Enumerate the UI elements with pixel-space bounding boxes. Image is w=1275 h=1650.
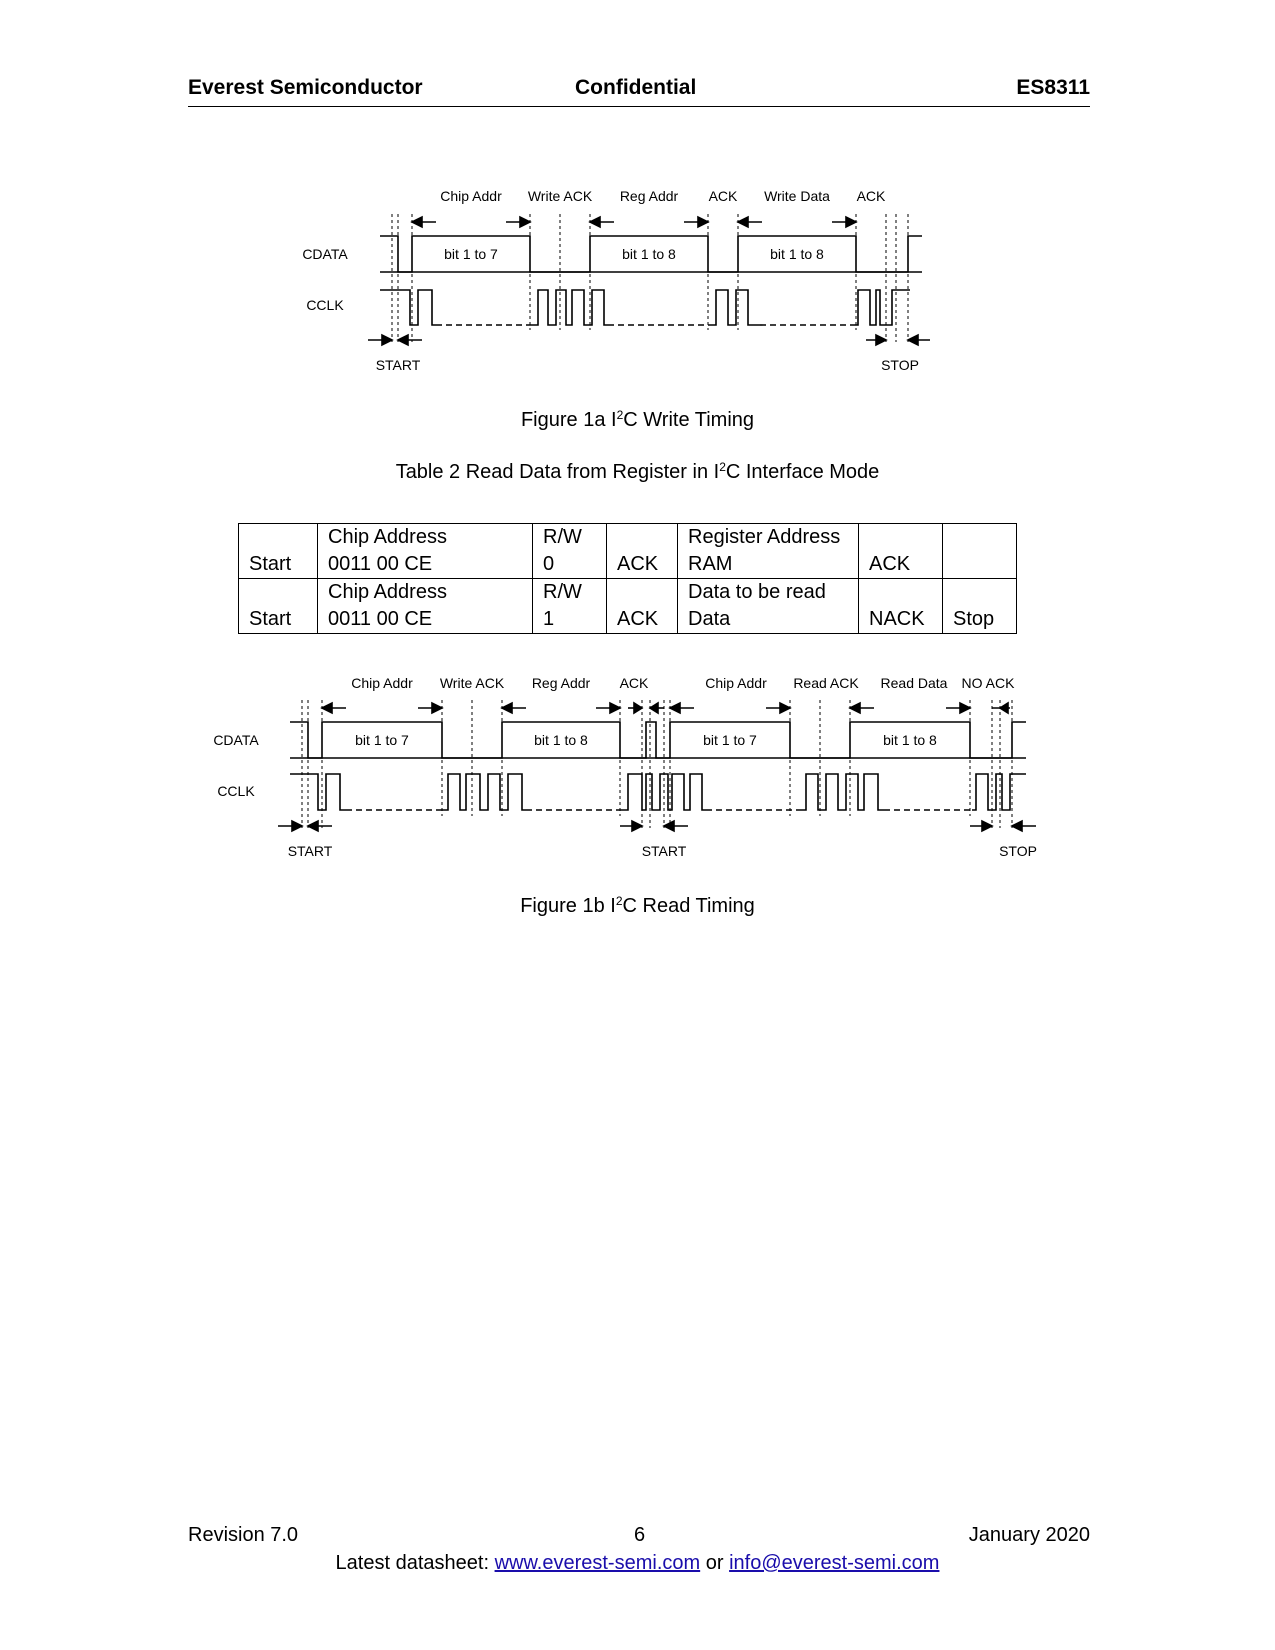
segment-label: Read ACK bbox=[793, 675, 859, 691]
data-box-label: bit 1 to 8 bbox=[770, 246, 824, 262]
segment-label: Write Data bbox=[764, 188, 830, 204]
part-number: ES8311 bbox=[1016, 76, 1090, 99]
segment-label: Chip Addr bbox=[705, 675, 767, 691]
restart-label: START bbox=[641, 843, 687, 859]
cclk-label: CCLK bbox=[217, 783, 255, 799]
stop-label: STOP bbox=[999, 843, 1037, 859]
segment-label: Write ACK bbox=[439, 675, 505, 691]
page-number: 6 bbox=[634, 1524, 646, 1546]
confidential-label: Confidential bbox=[575, 76, 697, 99]
figure-1b-caption: Figure 1b $I^2C$ Read Timing bbox=[520, 894, 755, 917]
segment-label: ACK bbox=[619, 675, 649, 691]
read-register-table bbox=[238, 523, 1017, 634]
table-row: Start 0011 00 CE 0 ACK RAM ACK bbox=[239, 551, 1017, 579]
data-box-label: bit 1 to 7 bbox=[444, 246, 498, 262]
segment-label: Reg Addr bbox=[531, 675, 591, 691]
email-link[interactable]: info@everest-semi.com bbox=[729, 1552, 940, 1574]
cclk-waveform bbox=[380, 290, 436, 325]
cclk-waveform bbox=[290, 774, 346, 810]
table-row: Chip Address R/W Register Address bbox=[239, 524, 1017, 552]
start-label: START bbox=[287, 843, 333, 859]
revision: Revision 7.0 bbox=[188, 1524, 299, 1546]
date: January 2020 bbox=[968, 1524, 1090, 1546]
table-2-caption: Table 2 Read Data from Register in $I^2C$ Interface Mode bbox=[395, 460, 880, 483]
cdata-label: CDATA bbox=[302, 246, 348, 262]
start-label: START bbox=[375, 357, 421, 373]
segment-label: ACK bbox=[708, 188, 738, 204]
table-row: Start 0011 00 CE 1 ACK Data NACK Stop bbox=[239, 606, 1017, 634]
segment-label: Read Data bbox=[880, 675, 948, 691]
cdata-label: CDATA bbox=[213, 732, 259, 748]
segment-label: Write ACK bbox=[527, 188, 593, 204]
website-link[interactable]: www.everest-semi.com bbox=[494, 1552, 701, 1574]
data-box-label: bit 1 to 7 bbox=[703, 732, 757, 748]
segment-label: NO ACK bbox=[961, 675, 1015, 691]
data-box-label: bit 1 to 8 bbox=[622, 246, 676, 262]
write-timing-diagram bbox=[0, 180, 1275, 380]
data-box-label: bit 1 to 7 bbox=[355, 732, 409, 748]
read-timing-diagram bbox=[0, 665, 1275, 865]
page-header bbox=[188, 76, 1090, 107]
data-box-label: bit 1 to 8 bbox=[534, 732, 588, 748]
segment-label: Reg Addr bbox=[619, 188, 679, 204]
segment-label: ACK bbox=[856, 188, 886, 204]
table-row: Chip Address R/W Data to be read bbox=[239, 579, 1017, 607]
company-name: Everest Semiconductor bbox=[188, 76, 423, 99]
figure-1a-caption: Figure 1a $I^2C$ Write Timing bbox=[520, 408, 755, 431]
stop-label: STOP bbox=[881, 357, 919, 373]
segment-label: Chip Addr bbox=[351, 675, 413, 691]
cclk-label: CCLK bbox=[306, 297, 344, 313]
segment-label: Chip Addr bbox=[440, 188, 502, 204]
datasheet-links: Latest datasheet: www.everest-semi.com or info@everest-semi.com bbox=[335, 1552, 940, 1574]
data-box-label: bit 1 to 8 bbox=[883, 732, 937, 748]
